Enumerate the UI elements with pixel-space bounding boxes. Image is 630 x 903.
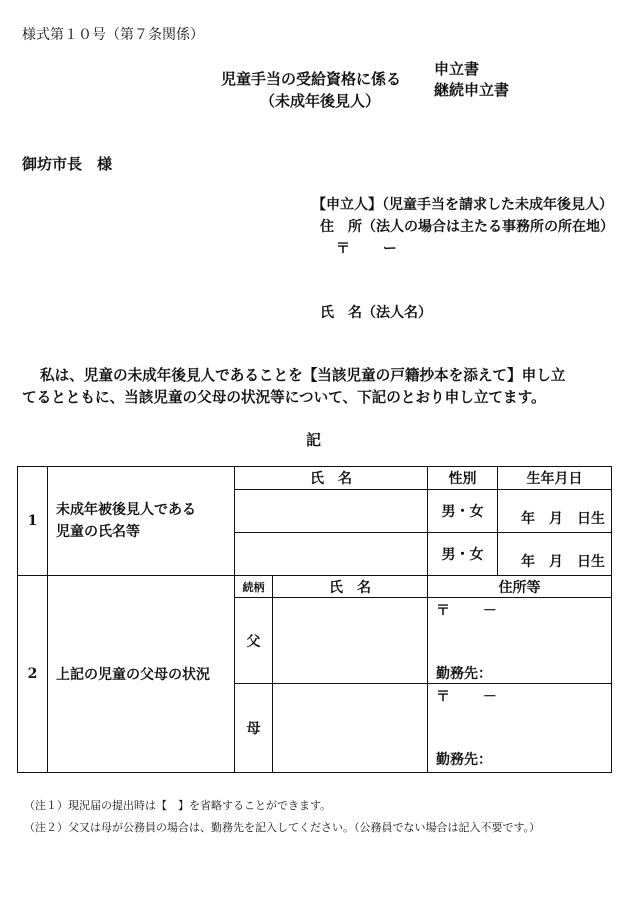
child1-name-field[interactable] [235, 490, 428, 533]
child2-birthdate[interactable]: 年 月 日生 [498, 533, 612, 576]
statement-line2: てるとともに、当該児童の父母の状況等について、下記のとおり申し立てます。 [22, 389, 546, 406]
form-number: 様式第１０号（第７条関係） [22, 27, 204, 43]
father-name-field[interactable] [273, 598, 428, 684]
row2-label: 上記の児童の父母の状況 [48, 576, 235, 773]
postal-mark: 〒 ー [336, 241, 397, 257]
application-table [17, 466, 612, 773]
mother-address-field[interactable] [428, 684, 612, 773]
statement-line1: 私は、児童の未成年後見人であることを【当該児童の戸籍抄本を添えて】申し立 [40, 367, 566, 384]
applicant-label: 【申立人】（児童手当を請求した未成年後見人） [312, 197, 613, 213]
mother-label: 母 [235, 684, 273, 773]
title-line2: （未成年後見人） [260, 92, 381, 110]
addressee: 御坊市長 様 [22, 155, 113, 173]
col-gender-header: 性別 [428, 467, 498, 490]
row2-number: 2 [18, 576, 48, 773]
row1-label-line1: 未成年被後見人である [56, 502, 196, 518]
mother-workplace: 勤務先： [436, 752, 492, 768]
address-label: 住 所（法人の場合は主たる事務所の所在地） [320, 219, 614, 235]
father-workplace: 勤務先： [436, 666, 492, 682]
row1-number: 1 [18, 467, 48, 576]
title-line1: 児童手当の受給資格に係る [221, 70, 402, 88]
mother-name-field[interactable] [273, 684, 428, 773]
ki-heading: 記 [306, 431, 322, 449]
note-1: （注１）現況届の提出時は【 】を省略することができます。 [24, 799, 332, 812]
father-postal: 〒 － [436, 603, 497, 619]
col-birthdate-header: 生年月日 [498, 467, 612, 490]
child1-birthdate[interactable]: 年 月 日生 [498, 490, 612, 533]
child2-name-field[interactable] [235, 533, 428, 576]
col-parent-name-header: 氏 名 [273, 576, 428, 598]
row1-label-line2: 児童の氏名等 [56, 524, 140, 540]
father-address-field[interactable] [428, 598, 612, 684]
note-2: （注２）父又は母が公務員の場合は、勤務先を記入してください。（公務員でない場合は記入不要です。） [24, 821, 541, 834]
col-address-header: 住所等 [428, 576, 612, 598]
row1-label [48, 467, 235, 576]
child1-gender[interactable]: 男・女 [428, 490, 498, 533]
name-label: 氏 名（法人名） [320, 305, 432, 321]
title-option-apply: 申立書 [434, 60, 480, 78]
mother-postal: 〒 － [436, 689, 497, 705]
col-name-header: 氏 名 [235, 467, 428, 490]
father-label: 父 [235, 598, 273, 684]
col-relation-header: 続柄 [235, 576, 273, 598]
child2-gender[interactable]: 男・女 [428, 533, 498, 576]
title-option-continue: 継続申立書 [434, 81, 510, 99]
